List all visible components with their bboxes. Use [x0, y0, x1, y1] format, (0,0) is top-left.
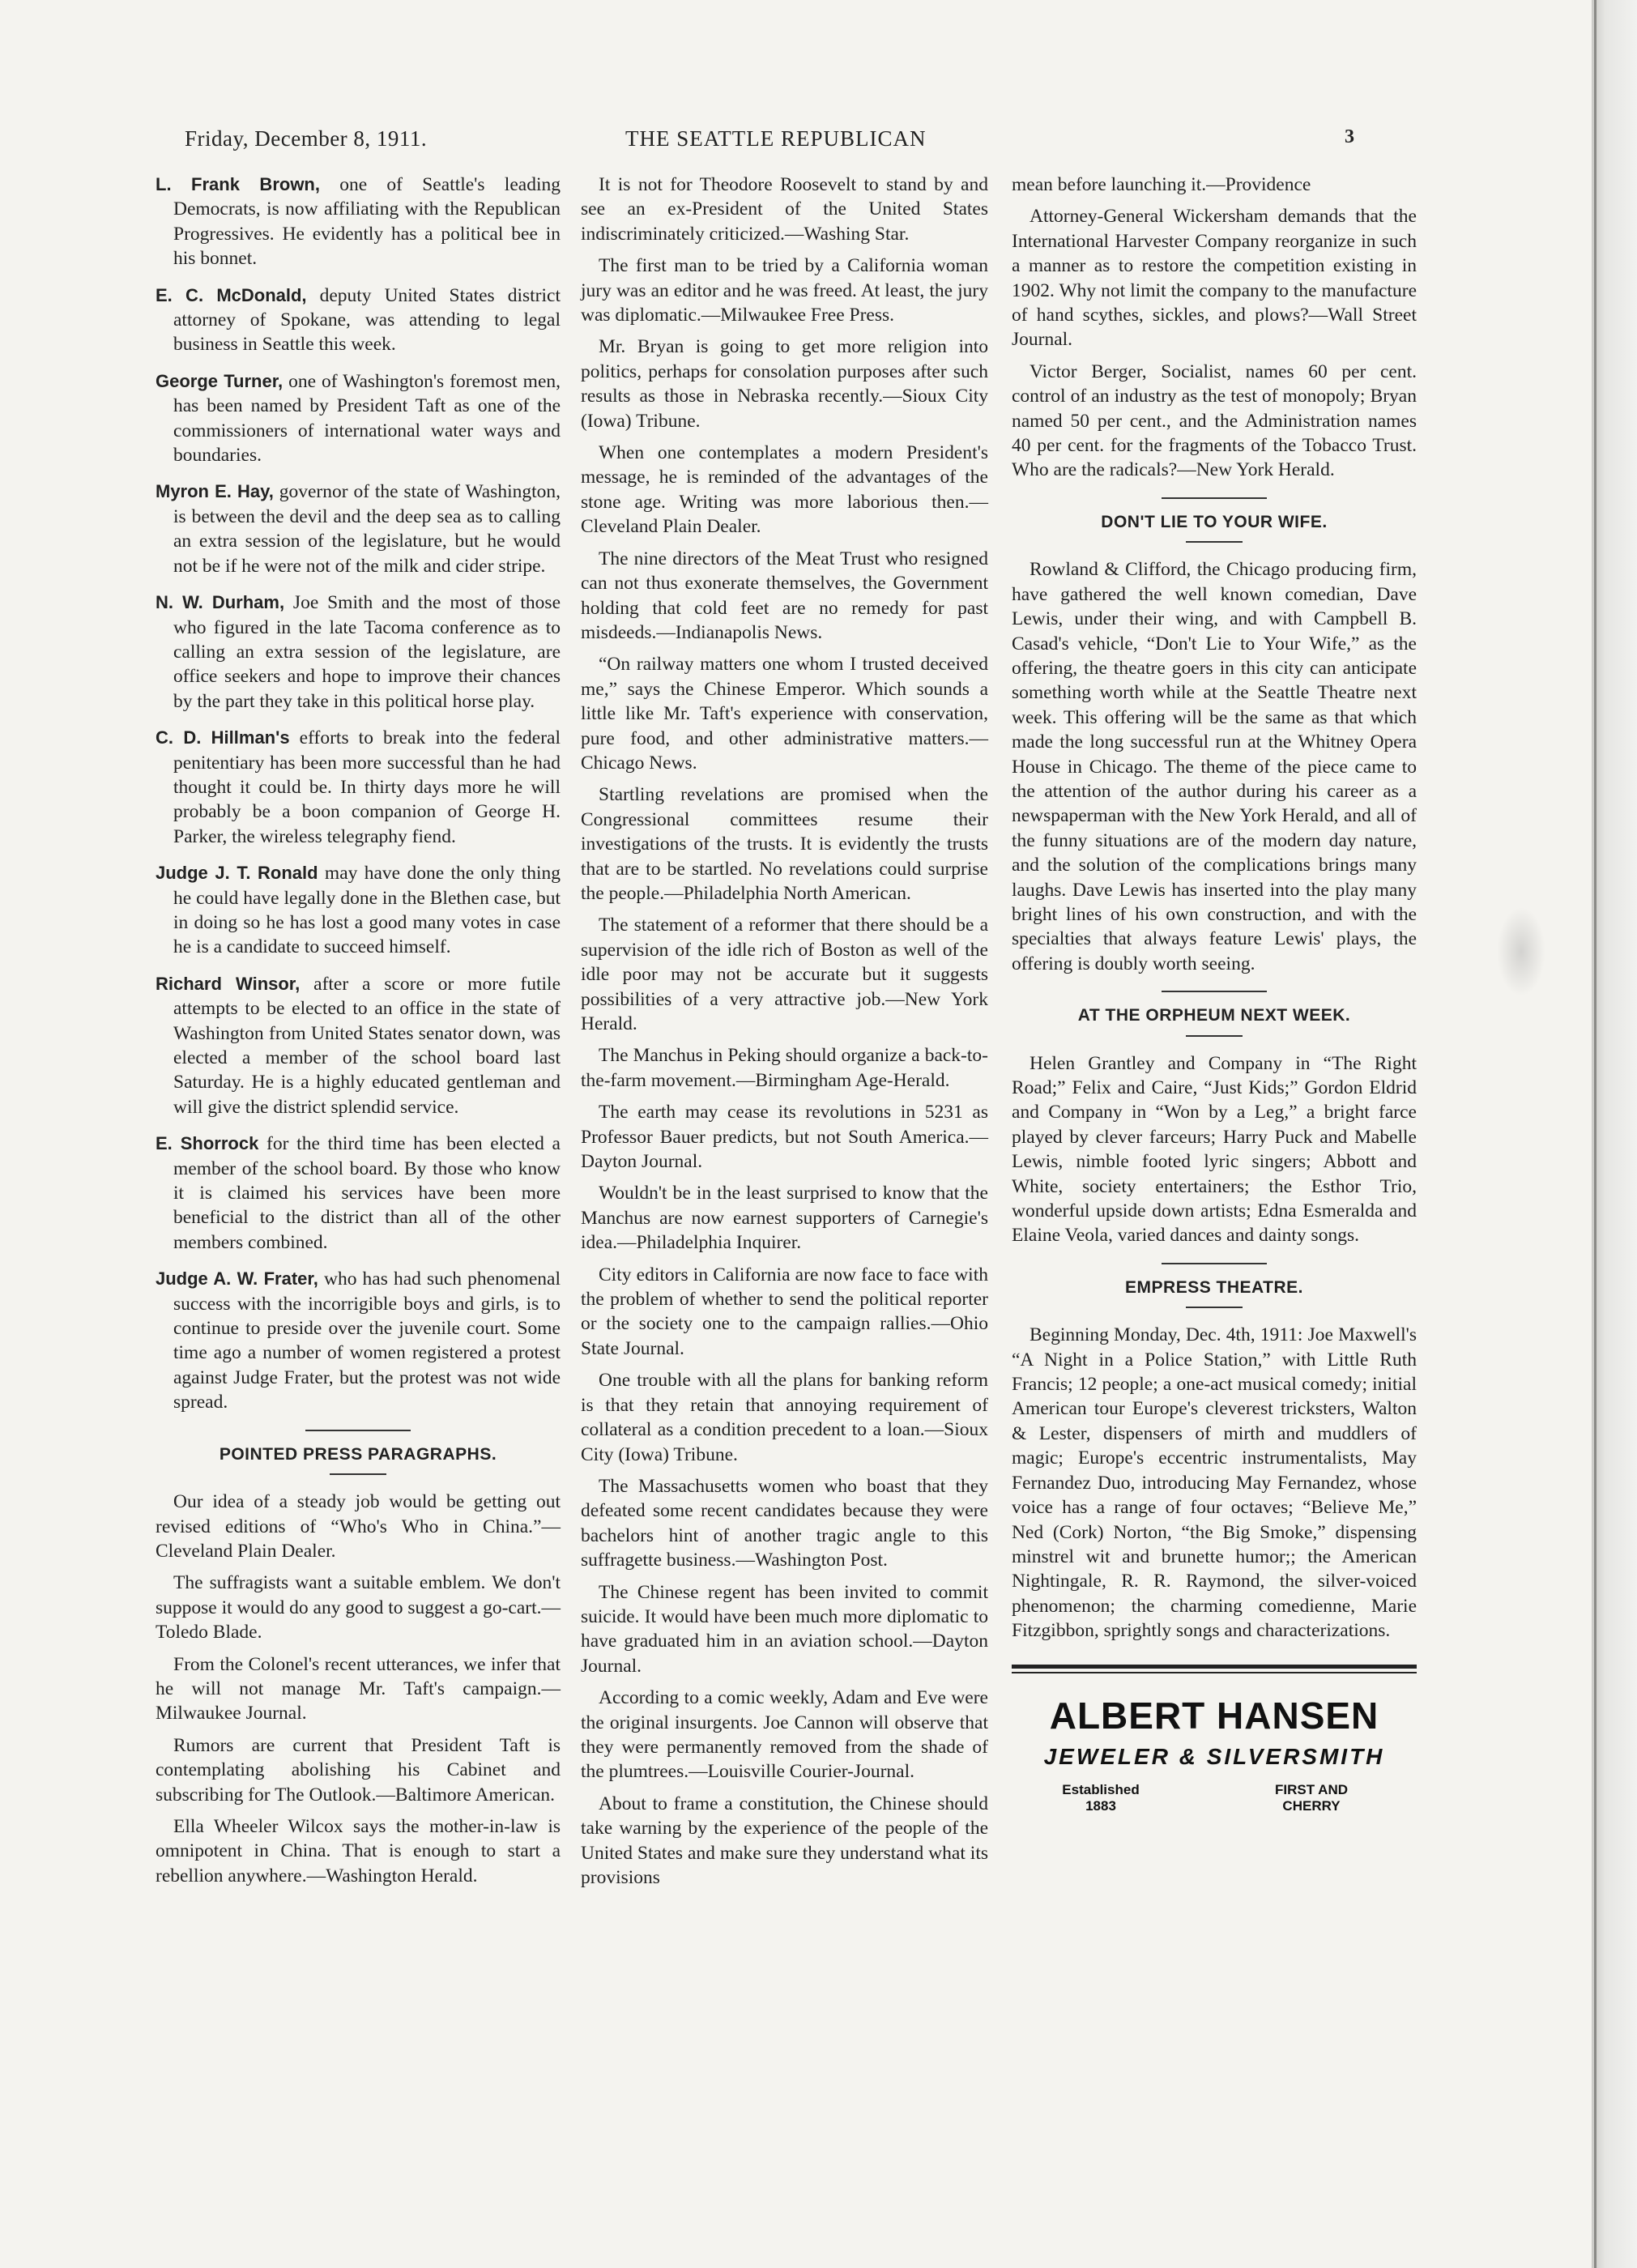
press-paragraph: The Chinese regent has been invited to commit suicide. It would have been much more diplomatic to have graduated him in an aviation school.—Dayton Journal.	[581, 1581, 988, 1677]
press-paragraph: It is not for Theodore Roosevelt to stand by and see an ex-President of the United States indiscriminately criticized.—Washing Star.	[581, 174, 988, 245]
press-paragraphs-end	[1012, 204, 1417, 482]
personal-items	[156, 173, 561, 1415]
section-divider	[1186, 1035, 1243, 1037]
item-text: efforts to break into the federal penitentiary has been more successful than he had thought it could be. In thirty days more he will probably be a boon companion of George H. Parker, the wireless telegraphy fiend.	[173, 727, 561, 847]
section-divider	[305, 1430, 411, 1431]
ad-address	[1255, 1782, 1368, 1814]
personal-item	[156, 284, 561, 357]
press-paragraph: Startling revelations are promised when the Congressional committees resume their investigations of the trusts. It is evidently the trusts that are to be startled. No revelations could surprise the people.—Philadelphia North American.	[581, 784, 988, 904]
press-paragraph: “On railway matters one whom I trusted deceived me,” says the Chinese Emperor. Which sounds a little like Mr. Taft's experience with conservation, pure food, and other administrative matters.—Chicago News.	[581, 654, 988, 774]
press-paragraph: From the Colonel's recent utterances, we infer that he will not manage Mr. Taft's campaign.—Milwaukee Journal.	[156, 1653, 561, 1724]
item-text: Joe Smith and the most of those who figured in the late Tacoma conference as to calling an extra session of the legislature, are office seekers and hope to improve their chances by the part they take in this political horse play.	[173, 592, 561, 712]
ad-established	[1044, 1782, 1157, 1814]
personal-item	[156, 1267, 561, 1414]
section-title-dont-lie: DON'T LIE TO YOUR WIFE.	[1101, 512, 1328, 531]
item-text: after a score or more futile attempts to be elected to an office in the state of Washington from United States senator down, was elected a member of the school board last Saturday. He is a highly educated gentleman and will give the district splendid service.	[173, 973, 561, 1118]
personal-item	[156, 590, 561, 714]
press-paragraph: When one contemplates a modern President's message, he is reminded of the advantages of the stone age. Writing was more laborious then.—Cleveland Plain Dealer.	[581, 442, 988, 538]
item-lead-name: L. Frank Brown,	[156, 174, 320, 194]
column-1	[156, 173, 561, 1895]
page-header	[185, 126, 1410, 159]
personal-item	[156, 726, 561, 849]
press-paragraphs-continued	[581, 173, 988, 1890]
press-paragraph: The earth may cease its revolutions in 5231 as Professor Bauer predicts, but not South America.—Dayton Journal.	[581, 1102, 988, 1173]
press-paragraph: Rumors are current that President Taft is contemplating abolishing his Cabinet and subscribing for The Outlook.—Baltimore American.	[156, 1734, 561, 1805]
press-paragraph: City editors in California are now face to face with the problem of whether to send the political reporter or the society one to the campaign rallies.—Ohio State Journal.	[581, 1264, 988, 1359]
advertisement-albert-hansen	[1012, 1693, 1417, 1831]
ad-established-year: 1883	[1085, 1797, 1116, 1814]
section-divider	[1162, 497, 1267, 499]
column-2	[581, 173, 988, 1897]
press-paragraph: The statement of a reformer that there should be a supervision of the idle rich of Boston as well of the idle poor may not be accurate but it suggests possibilities of a very attractive job.—New York Herald.	[581, 914, 988, 1034]
personal-item	[156, 369, 561, 468]
personal-item	[156, 972, 561, 1119]
page-edge-shadow	[1592, 0, 1637, 2268]
section-title-pointed-press: POINTED PRESS PARAGRAPHS.	[219, 1444, 497, 1464]
article-dont-lie: Rowland & Clifford, the Chicago producing firm, have gathered the well known comedian, Dave Lewis, under their wing, and with Campbell B. Casad's vehicle, “Don't Lie to Your Wife,” as the offering, the theatre goers in this city can anticipate something worth while at the Seattle Theatre next week. This offering will be the same as that which made the long successful run at the Whitney Opera House in Chicago. The theme of the piece came to the attention of the author during his career as a newspaperman with the New York Herald, and all of the funny situations are of the modern day nature, and the solution of the complications brings many laughs. Dave Lewis has inserted into the play many bright lines of his own construction, and with the specialties that always feature Lewis' plays, the offering is doubly worth seeing.	[1012, 559, 1417, 974]
item-lead-name: Judge A. W. Frater,	[156, 1268, 318, 1290]
press-paragraphs	[156, 1490, 561, 1888]
item-lead-name: E. C. McDonald,	[156, 284, 307, 305]
press-paragraph: The first man to be tried by a California woman jury was an editor and he was freed. At least, the jury was diplomatic.—Milwaukee Free Press.	[581, 255, 988, 326]
issue-date: Friday, December 8, 1911.	[185, 126, 428, 151]
item-text: one of Seattle's leading Democrats, is now affiliating with the Republican Progressives. He evidently has a political bee in his bonnet.	[173, 174, 561, 270]
item-text: one of Washington's foremost men, has been named by President Taft as one of the commissioners of international water ways and boundaries.	[173, 370, 561, 467]
personal-item	[156, 480, 561, 578]
press-paragraph: The Massachusetts women who boast that they defeated some recent candidates because they were bachelors hint of another tragic angle to this suffragette business.—Washington Post.	[581, 1475, 988, 1571]
section-divider	[1186, 1307, 1243, 1308]
ad-established-label: Established	[1062, 1781, 1140, 1797]
section-divider	[1162, 991, 1267, 992]
item-lead-name: N. W. Durham,	[156, 592, 285, 613]
item-lead-name: Myron E. Hay,	[156, 481, 274, 502]
ad-trade: JEWELER & SILVERSMITH	[1043, 1743, 1385, 1769]
ad-address-line2: CHERRY	[1282, 1797, 1341, 1814]
ad-business-name: ALBERT HANSEN	[1049, 1694, 1379, 1737]
ink-smudge	[1497, 907, 1545, 996]
page-number: 3	[1345, 126, 1355, 147]
item-lead-name: Judge J. T. Ronald	[156, 863, 318, 884]
press-paragraph: Attorney-General Wickersham demands that the International Harvester Company reorganize in such a manner as to restore the competition existing in 1902. Why not limit the company to the manufacture of hand scythes, sickles, and plows?—Wall Street Journal.	[1012, 206, 1417, 351]
press-paragraph: Victor Berger, Socialist, names 60 per cent. control of an industry as the test of monopoly; Bryan named 50 per cent., and the Administration names 40 per cent. for the fragments of the Tobacco Trust. Who are the radicals?—New York Herald.	[1012, 360, 1417, 481]
press-paragraph: About to frame a constitution, the Chinese should take warning by the experience of the people of the United States and make sure they understand what its provisions	[581, 1793, 988, 1888]
item-text: may have done the only thing he could have legally done in the Blethen case, but in doing so he has lost a good many votes in case he is a candidate to succeed himself.	[173, 863, 561, 958]
item-lead-name: C. D. Hillman's	[156, 727, 290, 748]
item-lead-name: George Turner,	[156, 370, 283, 391]
item-text: deputy United States district attorney of Spokane, was attending to legal business in Seattle this week.	[173, 284, 561, 356]
column-3	[1012, 173, 1417, 1831]
press-paragraph: According to a comic weekly, Adam and Eve were the original insurgents. Joe Cannon will observe that they were permanently removed from the shade of the plumtrees.—Louisville Courier-Journal.	[581, 1687, 988, 1783]
press-paragraph: Ella Wheeler Wilcox says the mother-in-law is omnipotent in China. That is enough to start a rebellion anywhere.—Washington Herald.	[156, 1815, 561, 1886]
item-text: for the third time has been elected a member of the school board. By those who know it is claimed his services have been more beneficial to the district than all of the other members combined.	[173, 1133, 561, 1253]
continuation-text: mean before launching it.—Providence	[1012, 174, 1311, 195]
section-divider	[1162, 1263, 1267, 1264]
section-title-orpheum: AT THE ORPHEUM NEXT WEEK.	[1077, 1006, 1351, 1025]
item-lead-name: E. Shorrock	[156, 1133, 259, 1154]
section-divider	[330, 1473, 386, 1475]
press-paragraph: One trouble with all the plans for banking reform is that they retain that annoying requirement of collateral as a condition precedent to a loan.—Sioux City (Iowa) Tribune.	[581, 1370, 988, 1465]
personal-item	[156, 861, 561, 960]
ad-rule-thick	[1012, 1665, 1417, 1669]
ad-address-line1: FIRST AND	[1274, 1781, 1349, 1797]
press-paragraph: Wouldn't be in the least surprised to know that the Manchus are now earnest supporters of Carnegie's idea.—Philadelphia Inquirer.	[581, 1183, 988, 1254]
item-text: who has had such phenomenal success with the incorrigible boys and girls, is to continue to preside over the juvenile court. Some time ago a number of women registered a protest against Judge Frater, but the protest was not wide spread.	[173, 1268, 561, 1413]
ad-details	[1012, 1782, 1417, 1831]
press-paragraph: The nine directors of the Meat Trust who resigned can not thus exonerate themselves, the Government holding that cold feet are no remedy for past misdeeds.—Indianapolis News.	[581, 548, 988, 643]
page-edge-line	[1594, 0, 1597, 2268]
masthead-title: THE SEATTLE REPUBLICAN	[625, 126, 927, 151]
article-orpheum: Helen Grantley and Company in “The Right Road;” Felix and Caire, “Just Kids;” Gordon Eldrid and Company in “Won by a Leg,” a bright farce played by clever farceurs; Harry Puck and Mabelle Lewis, nimble footed lyric singers; Abbott and White, society entertainers; the Esthor Trio, wonderful upside down artists; Edna Esmeralda and Elaine Veola, varied dances and dainty songs.	[1012, 1052, 1417, 1247]
press-paragraph: The Manchus in Peking should organize a back-to-the-farm movement.—Birmingham Age-Herald.	[581, 1045, 988, 1091]
personal-item	[156, 173, 561, 271]
press-paragraph: Our idea of a steady job would be getting out revised editions of “Who's Who in China.”—Cleveland Plain Dealer.	[156, 1491, 561, 1562]
section-divider	[1186, 541, 1243, 543]
press-paragraph: Mr. Bryan is going to get more religion into politics, perhaps for consolation purposes after such results as those in Nebraska recently.—Sioux City (Iowa) Tribune.	[581, 336, 988, 432]
personal-item	[156, 1132, 561, 1255]
ad-rule-thin	[1012, 1672, 1417, 1673]
article-empress: Beginning Monday, Dec. 4th, 1911: Joe Maxwell's “A Night in a Police Station,” with Little Ruth Francis; 12 people; a one-act musical comedy; initial American tour Europe's cleverest tricksters, Walton & Lester, dispensers of mirth and muddlers of magic; Europe's eccentric instrumentalists, May Fernandez Duo, introducing May Fernandez, whose voice has a range of four octaves; “Believe Me,” Ned (Cork) Norton, “the Big Smoke,” dispensing minstrel wit and brunette humor;; the American Nightingale, R. R. Raymond, the silver-voiced phenomenon; the charming comedienne, Marie Fitzgibbon, sprightly songs and characterizations.	[1012, 1324, 1417, 1642]
item-lead-name: Richard Winsor,	[156, 973, 301, 994]
press-paragraph: The suffragists want a suitable emblem. We don't suppose it would do any good to suggest a go-cart.—Toledo Blade.	[156, 1572, 561, 1643]
item-text: governor of the state of Washington, is between the devil and the deep sea as to calling an extra session of the legislature, but he would not be if he were not of the milk and cider stripe.	[173, 481, 561, 577]
section-title-empress: EMPRESS THEATRE.	[1125, 1277, 1303, 1297]
